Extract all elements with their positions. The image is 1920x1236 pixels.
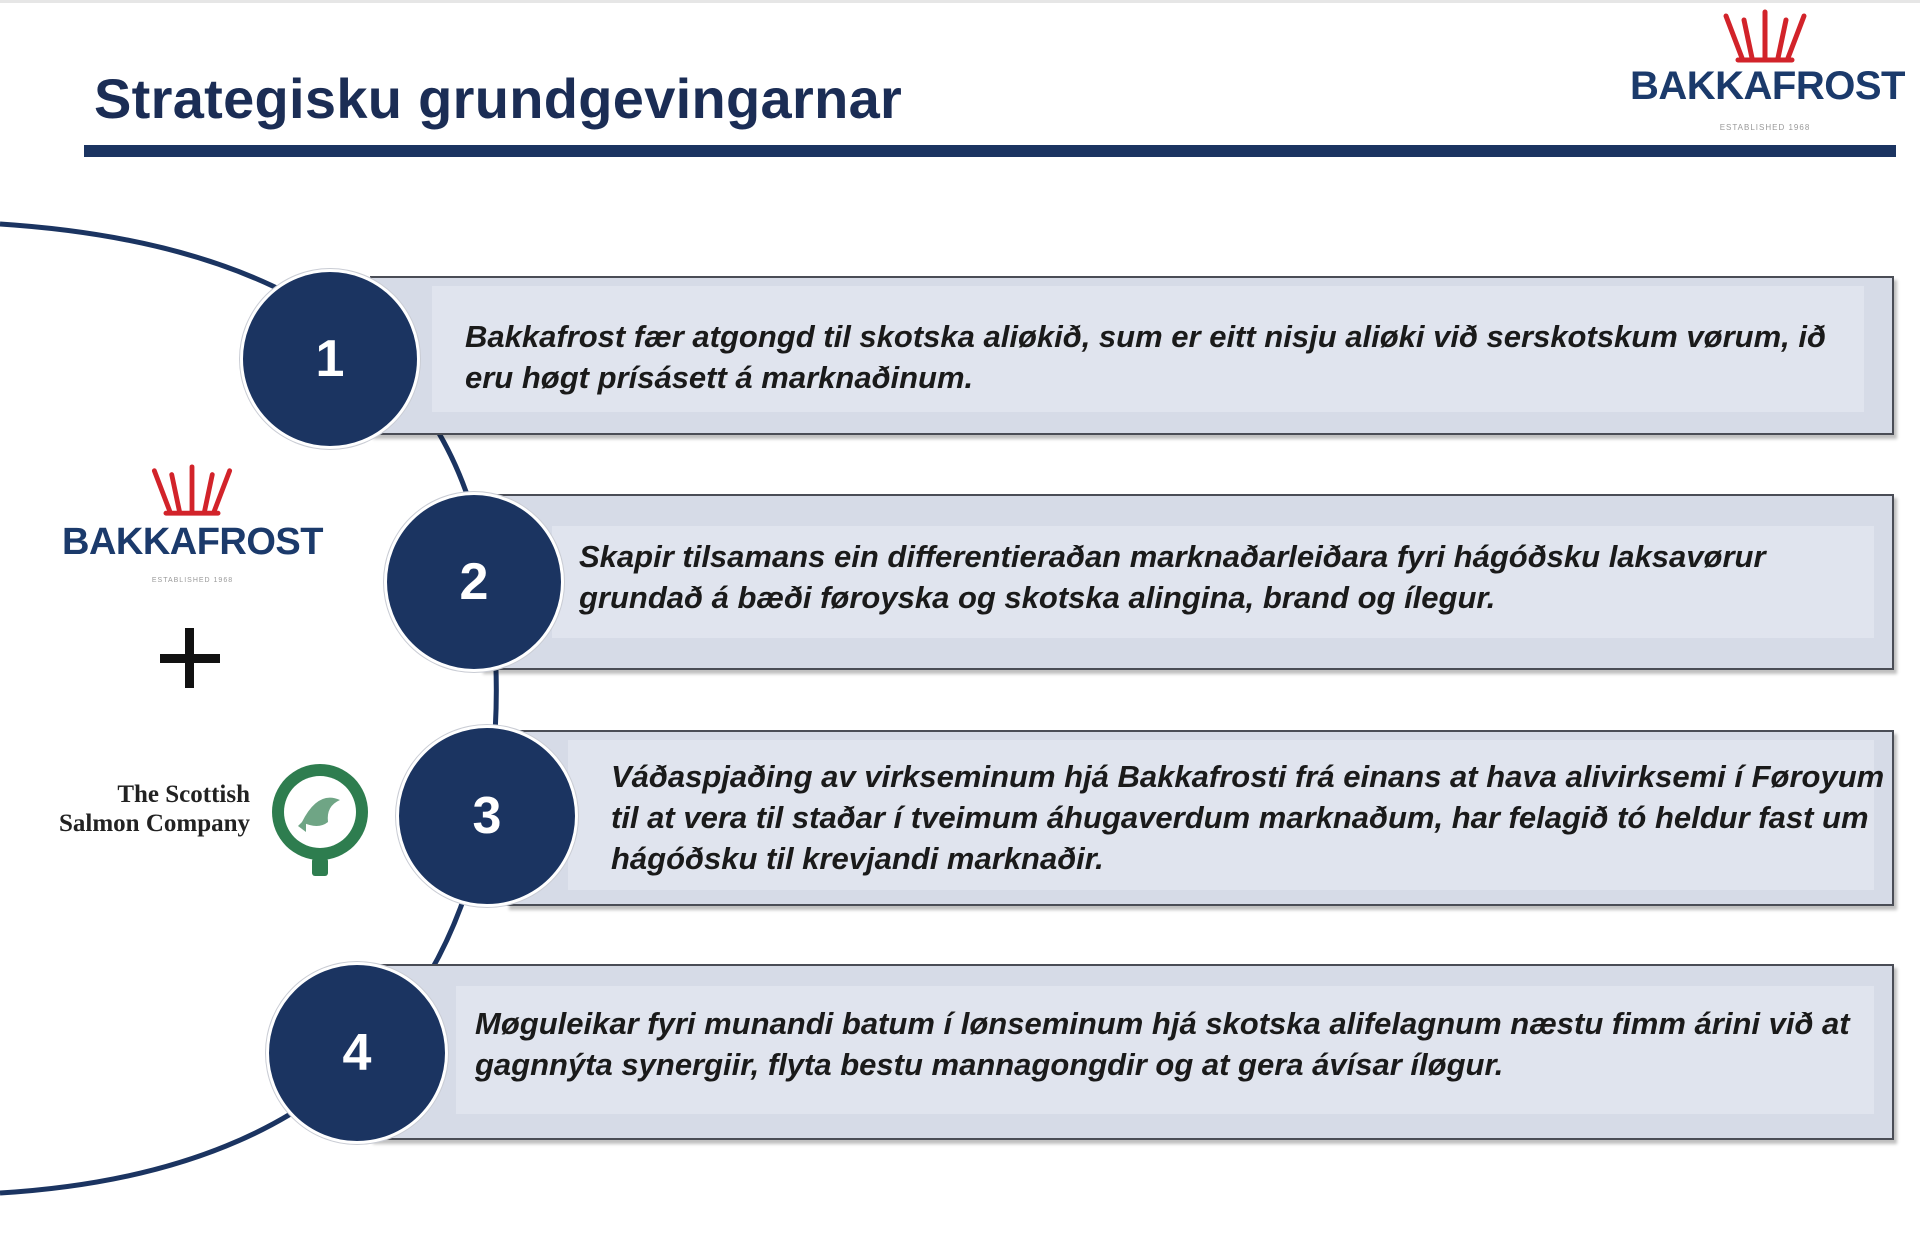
crown-icon: [148, 463, 236, 519]
bakkafrost-wordmark: BAKKAFROST: [62, 521, 323, 563]
scottish-salmon-line2: Salmon Company: [58, 810, 250, 837]
number-circle-1: 1: [240, 269, 420, 449]
crown-icon: [1720, 8, 1810, 66]
point-text-2: Skapir tilsamans ein differentieraðan marknaðarleiðara fyri hágóðsku laksavørur grundað á bæði føroyska og skotska alingina, brand og ílegur.: [579, 539, 1766, 615]
point-text-4: Møguleikar fyri munandi batum í lønseminum hjá skotska alifelagnum næstu fimm árini við at gagnnýta synergiir, flyta bestu mannagongdir og at gera ávísar íløgur.: [475, 1006, 1850, 1082]
number-circle-2: 2: [384, 492, 564, 672]
point-text-1: Bakkafrost fær atgongd til skotska aliøkið, sum er eitt nisju aliøki við serskotskum vørum, ið eru høgt prísásett á marknaðinum.: [465, 319, 1826, 395]
bakkafrost-logo-top: [1630, 8, 1905, 138]
slide-title: Strategisku grundgevingarnar: [94, 67, 903, 130]
scottish-salmon-wordmark: [24, 780, 250, 838]
bakkafrost-established: ESTABLISHED 1968: [151, 577, 234, 584]
point-box-2: [480, 494, 1894, 670]
bakkafrost-wordmark: BAKKAFROST: [1630, 64, 1905, 108]
number-circle-3: 3: [396, 725, 578, 907]
point-box-4: [370, 964, 1894, 1140]
plus-icon: [160, 628, 220, 688]
bakkafrost-logo-left: [60, 455, 325, 595]
point-text-3: Váðaspjaðing av virkseminum hjá Bakkafrosti frá einans at hava alivirksemi í Føroyum til at vera til staðar í tveimum áhugaverdum marknaðum, har felagið tó heldur fast um hágóðsku til krevjandi marknaðir.: [611, 759, 1885, 876]
point-box-3: [506, 730, 1894, 906]
title-underline: [84, 145, 1896, 157]
scottish-salmon-line1: The Scottish: [117, 781, 250, 808]
bakkafrost-established: ESTABLISHED 1968: [1719, 123, 1811, 132]
point-box-1: [370, 276, 1894, 435]
number-circle-4: 4: [266, 962, 448, 1144]
scottish-salmon-badge-icon: [268, 760, 372, 878]
top-edge-line: [0, 0, 1920, 3]
